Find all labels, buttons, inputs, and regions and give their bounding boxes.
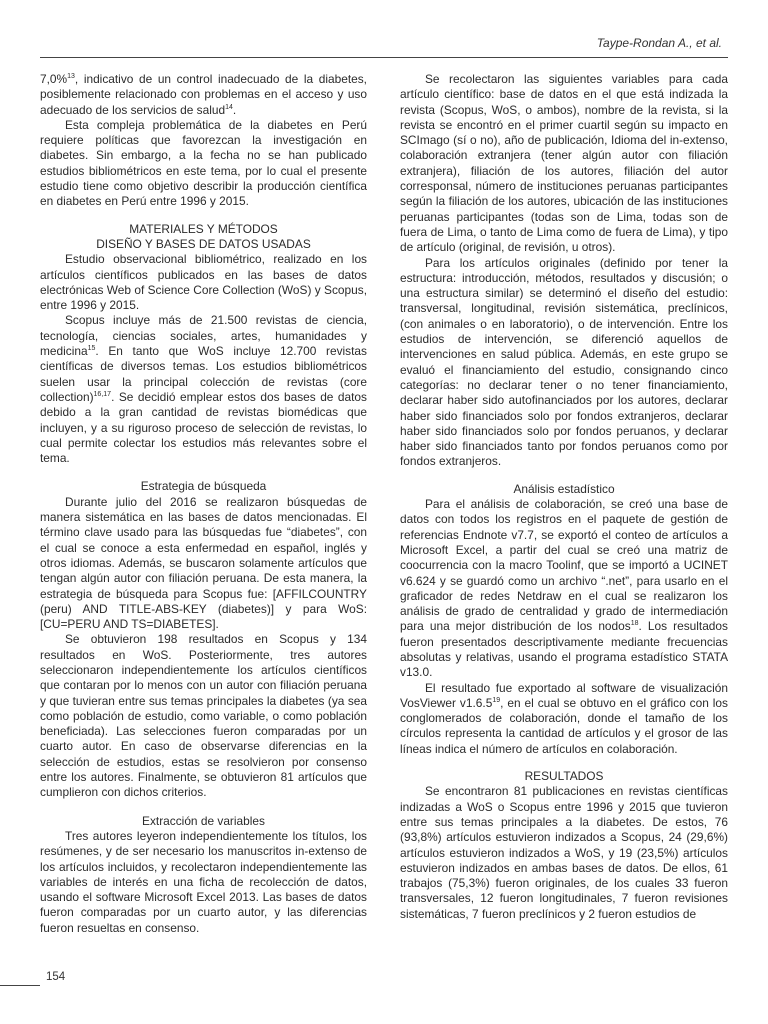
subsection-heading-statistics: Análisis estadístico	[513, 481, 615, 496]
subsection-heading-design: DISEÑO Y BASES DE DATOS USADAS	[96, 236, 311, 251]
paragraph-collaboration-analysis: Para el análisis de colaboración, se creó una base de datos con todos los registros en el paquete de gestión de referencias Endnote v7.7, se exportó el conteo de artículos a Microsoft Excel, a partir del cual se creó una matriz de coocurrencia con la macro Toolinf, que se importó a UCINET v6.624 y se guardó como un archivo “.net”, para usarlo en el graficador de redes Netdraw en el cual se realizaron los análisis de grado de centralidad y grado de intermediación para una mejor distribución de los nodos$^{18}$. Los resultados fueron presentados descriptivamente mediante frecuencias absolutas y relativas, usando el programa estadístico STATA v13.0.	[400, 497, 728, 680]
paragraph-extraction: Tres autores leyeron independientemente los títulos, los resúmenes, y de ser necesario los manuscritos in-extenso de los artículos incluidos, y recolectaron independientemente las variables de interés en una ficha de recolección de datos, usando el software Microsoft Excel 2013. Las bases de datos fueron comparadas por un cuarto autor, y las diferencias fueron resueltas en consenso.	[40, 828, 367, 935]
citation-19: 19	[492, 696, 501, 704]
header-rule	[40, 57, 728, 58]
section-heading-results: RESULTADOS	[524, 769, 604, 784]
paragraph-original-articles: Para los artículos originales (definido por tener la estructura: introducción, métodos, resultados y discusión; o una estructura similar) se determinó el diseño del estudio: transversal, longitudinal, revisión sistemática, preclínicos, (con animales o en laboratorio), o de intervención. Entre los estudios de intervención, se diferenció aquellos de intervenciones en salud pública. Además, en este grupo se evaluó el financiamiento del estudio, consignando cinco categorías: no declarar tener o no tener financiamiento, declarar haber sido autofinanciados por los autores, declarar haber sido financiados solo por fondos extranjeros, declarar haber sido financiados solo por fondos peruanos, y declarar haber sido financiados tanto por fondos peruanos como por fondos extranjeros.	[400, 255, 728, 469]
left-column	[40, 72, 367, 936]
footer-rule	[0, 985, 40, 986]
subsection-heading-search: Estrategia de búsqueda	[140, 479, 267, 494]
paragraph-search-strategy: Durante julio del 2016 se realizaron búsquedas de manera sistemática en las bases de datos mencionadas. El término clave usado para las búsquedas fue “diabetes”, con el cual se conoce a esta enfermedad en español, inglés y otros idiomas. Además, se buscaron solamente artículos que tengan algún autor con filiación peruana. De esta manera, la estrategia de búsqueda para Scopus fue: [AFFILCOUNTRY (peru) AND TITLE-ABS-KEY (diabetes)] y para WoS: [CU=PERU AND TS=DIABETES].	[40, 494, 367, 632]
citation-14: 14	[225, 103, 233, 111]
citation-16-17: 16,17	[93, 390, 112, 398]
paragraph-objective: Esta compleja problemática de la diabetes en Perú requiere políticas que favorezcan la investigación en diabetes. Sin embargo, a la fecha no se han publicado estudios bibliométricos en este tema, por lo cual el presente estudio tiene como objetivo describir la producción científica en diabetes en Perú entre 1996 y 2015.	[40, 117, 367, 209]
paragraph-results: Se encontraron 81 publicaciones en revistas científicas indizadas a WoS o Scopus entre 1996 y 2015 que tuvieron entre sus temas principales a la diabetes. De estos, 76 (93,8%) artículos estuvieron indizados a Scopus, 24 (29,6%) artículos estuvieron indizados a WoS, y 19 (23,5%) artículos estuvieron indizados en ambas bases de datos. De ellos, 61 trabajos (75,3%) fueron originales, de los cuales 33 fueron transversales, 12 fueron longitudinales, 7 fueron revisiones sistemáticas, 7 fueron preclínicos y 2 fueron estudios de	[400, 784, 728, 921]
paragraph-search-results: Se obtuvieron 198 resultados en Scopus y 134 resultados en WoS. Posteriormente, tres autores seleccionaron independientemente los artículos científicos que contaran por lo menos con un autor con filiación peruana y que tuvieran entre sus temas principales la diabetes (ya sea como población de estudio, como variable, o como población beneficiada). Las selecciones fueron comparadas por un cuarto autor. En caso de observarse diferencias en la selección de estudios, estas se resolvieron por consenso entre los autores. Finalmente, se obtuvieron 81 artículos que cumplieron con dichos criterios.	[40, 632, 367, 800]
section-heading-methods: MATERIALES Y MÉTODOS	[129, 221, 278, 236]
subsection-heading-extraction: Extracción de variables	[142, 813, 265, 828]
running-header-title: Taype-Rondan A., et al.	[596, 36, 722, 50]
page-number: 154	[46, 971, 66, 983]
paragraph-databases: Scopus incluye más de 21.500 revistas de ciencia, tecnología, ciencias sociales, artes, humanidades y medicina$^{15}$. En tanto que WoS incluye 12.700 revistas científicas de diversos temas. Los estudios bibliométricos suelen usar la principal colección de revistas (core collection)$^{16,17}$. Se decidió emplear estos dos bases de datos debido a la gran cantidad de revistas biomédicas que incluyen, y a su riguroso proceso de selección de revistas, lo cual permite colectar los estudios más relevantes sobre el tema.	[40, 313, 367, 466]
citation-15: 15	[87, 345, 96, 353]
citation-13: 13	[67, 73, 75, 81]
paragraph-intro-end: 7,0%$^{13}$, indicativo de un control inadecuado de la diabetes, posiblemente relacionado con problemas en el acceso y uso adecuado de los servicios de salud$^{14}$.	[40, 72, 367, 117]
citation-18: 18	[630, 620, 639, 628]
paragraph-variables: Se recolectaron las siguientes variables para cada artículo científico: base de datos en el que está indizada la revista (Scopus, WoS, o ambos), nombre de la revista, si la revista se encontró en el primer cuartil según su impacto en SCImago (sí o no), año de publicación, Idioma del in-extenso, colaboración extranjera (tener algún autor con filiación extranjera), filiación de los autores, filiación del autor corresponsal, número de instituciones peruanas participantes según la filiación de los autores, ubicación de las instituciones peruanas participantes (todas son de Lima, todas son de fuera de Lima, o tanto de Lima como de fuera de Lima), y tipo de artículo (original, de revisión, u otros).	[400, 72, 728, 255]
right-column	[400, 72, 728, 922]
paragraph-study-design: Estudio observacional bibliométrico, realizado en los artículos científicos publicados en las bases de datos electrónicas Web of Science Core Collection (WoS) y Scopus, entre 1996 y 2015.	[40, 252, 367, 313]
paragraph-visualization: El resultado fue exportado al software de visualización VosViewer v1.6.5$^{19}$, en el cual se obtuvo en el gráfico con los conglomerados de colaboración, donde el tamaño de los círculos representa la cantidad de artículos y el grosor de las líneas indica el número de artículos en colaboración.	[400, 680, 728, 756]
